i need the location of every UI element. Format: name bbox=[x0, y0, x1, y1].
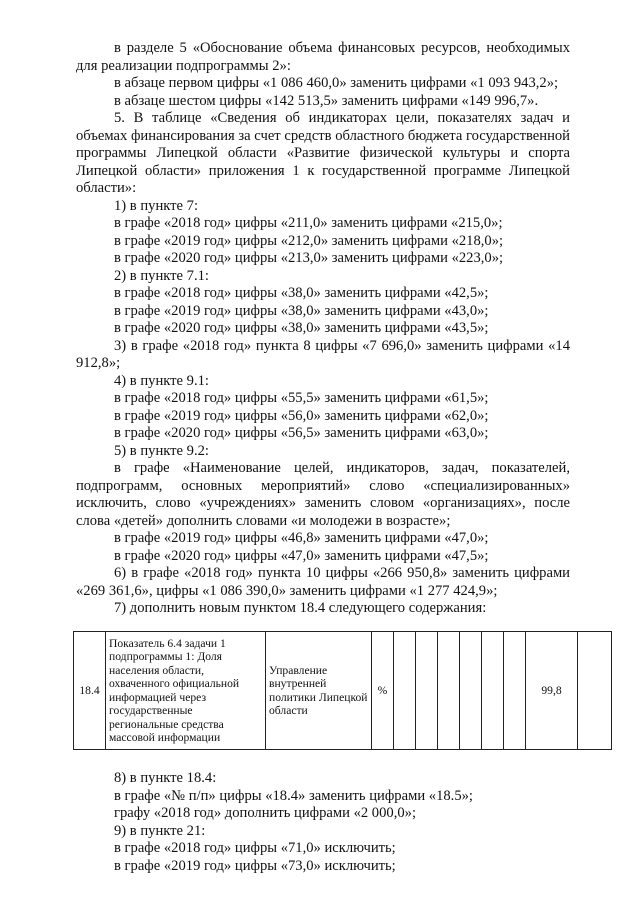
paragraph: в графе «2018 год» цифры «71,0» исключить; bbox=[114, 840, 396, 856]
paragraph: в графе «2020 год» цифры «47,0» заменить цифрами «47,5»; bbox=[114, 547, 489, 564]
paragraph: в графе «Наименование целей, индикаторов, задач, показателей, подпрограмм, основных мероприятий» слово «специализированных» исключить, слово «учреждениях» заменить словом «организациях», после слова «детей» дополнить словами «и молодежи в возрасте»; bbox=[76, 460, 570, 529]
paragraph: в графе «2019 год» цифры «38,0» заменить цифрами «43,0»; bbox=[114, 302, 489, 319]
paragraph: в разделе 5 «Обоснование объема финансовых ресурсов, необходимых для реализации подпрограммы 2»: bbox=[76, 40, 570, 74]
paragraph: в абзаце шестом цифры «142 513,5» заменить цифрами «149 996,7». bbox=[114, 92, 539, 109]
empty-cell bbox=[438, 632, 460, 750]
paragraph: в графе «2018 год» цифры «38,0» заменить цифрами «42,5»; bbox=[114, 285, 489, 301]
paragraph: в графе «2019 год» цифры «46,8» заменить цифрами «47,0»; bbox=[114, 530, 489, 546]
empty-cell bbox=[394, 632, 416, 750]
paragraph: 5. В таблице «Сведения об индикаторах цели, показателях задач и объемах финансирования за счет средств областного бюджета государственной программы Липецкой области «Развитие физической культуры и спорта Липецкой области» приложения 1 к государственной программе Липецкой области»: bbox=[76, 110, 570, 196]
list-item: 1) в пункте 7: bbox=[114, 197, 199, 214]
document-body-continued bbox=[76, 770, 570, 875]
paragraph: графу «2018 год» дополнить цифрами «2 000,0»; bbox=[114, 805, 416, 821]
paragraph: в абзаце первом цифры «1 086 460,0» заменить цифрами «1 093 943,2»; bbox=[114, 75, 559, 91]
row-number-cell: 18.4 bbox=[74, 632, 106, 750]
paragraph: в графе «2020 год» цифры «213,0» заменить цифрами «223,0»; bbox=[114, 250, 504, 266]
unit-cell: % bbox=[372, 632, 394, 750]
paragraph: в графе «2019 год» цифры «212,0» заменить цифрами «218,0»; bbox=[114, 232, 504, 249]
value-2018-cell: 99,8 bbox=[526, 632, 578, 750]
paragraph: в графе «2020 год» цифры «38,0» заменить цифрами «43,5»; bbox=[114, 320, 489, 336]
paragraph: в графе «2020 год» цифры «56,5» заменить цифрами «63,0»; bbox=[114, 425, 489, 441]
inserted-row-table bbox=[73, 631, 612, 750]
paragraph: в графе «2018 год» цифры «55,5» заменить цифрами «61,5»; bbox=[114, 390, 489, 406]
list-item: 7) дополнить новым пунктом 18.4 следующего содержания: bbox=[114, 600, 487, 616]
empty-cell bbox=[504, 632, 526, 750]
paragraph: в графе «2019 год» цифры «73,0» исключить; bbox=[114, 857, 396, 874]
list-item: 3) в графе «2018 год» пункта 8 цифры «7 696,0» заменить цифрами «14 912,8»; bbox=[76, 337, 570, 371]
list-item: 5) в пункте 9.2: bbox=[114, 442, 209, 459]
responsible-cell: Управление внутренней политики Липецкой области bbox=[266, 632, 372, 750]
empty-cell bbox=[482, 632, 504, 750]
list-item: 4) в пункте 9.1: bbox=[114, 372, 209, 389]
list-item: 2) в пункте 7.1: bbox=[114, 267, 209, 284]
list-item: 9) в пункте 21: bbox=[114, 822, 206, 839]
empty-cell bbox=[578, 632, 612, 750]
empty-cell bbox=[460, 632, 482, 750]
indicator-cell: Показатель 6.4 задачи 1 подпрограммы 1: Доля населения области, охваченного официальной информацией через государственные региональные средства массовой информации bbox=[106, 632, 266, 750]
list-item: 6) в графе «2018 год» пункта 10 цифры «266 950,8» заменить цифрами «269 361,6», цифры «1 086 390,0» заменить цифрами «1 277 424,9»; bbox=[76, 565, 570, 599]
paragraph: в графе «2019 год» цифры «56,0» заменить цифрами «62,0»; bbox=[114, 407, 489, 424]
empty-cell bbox=[416, 632, 438, 750]
document-body bbox=[76, 40, 570, 618]
list-item: 8) в пункте 18.4: bbox=[114, 770, 217, 786]
paragraph: в графе «№ п/п» цифры «18.4» заменить цифрами «18.5»; bbox=[114, 787, 473, 804]
paragraph: в графе «2018 год» цифры «211,0» заменить цифрами «215,0»; bbox=[114, 215, 503, 231]
table-row bbox=[74, 632, 612, 750]
